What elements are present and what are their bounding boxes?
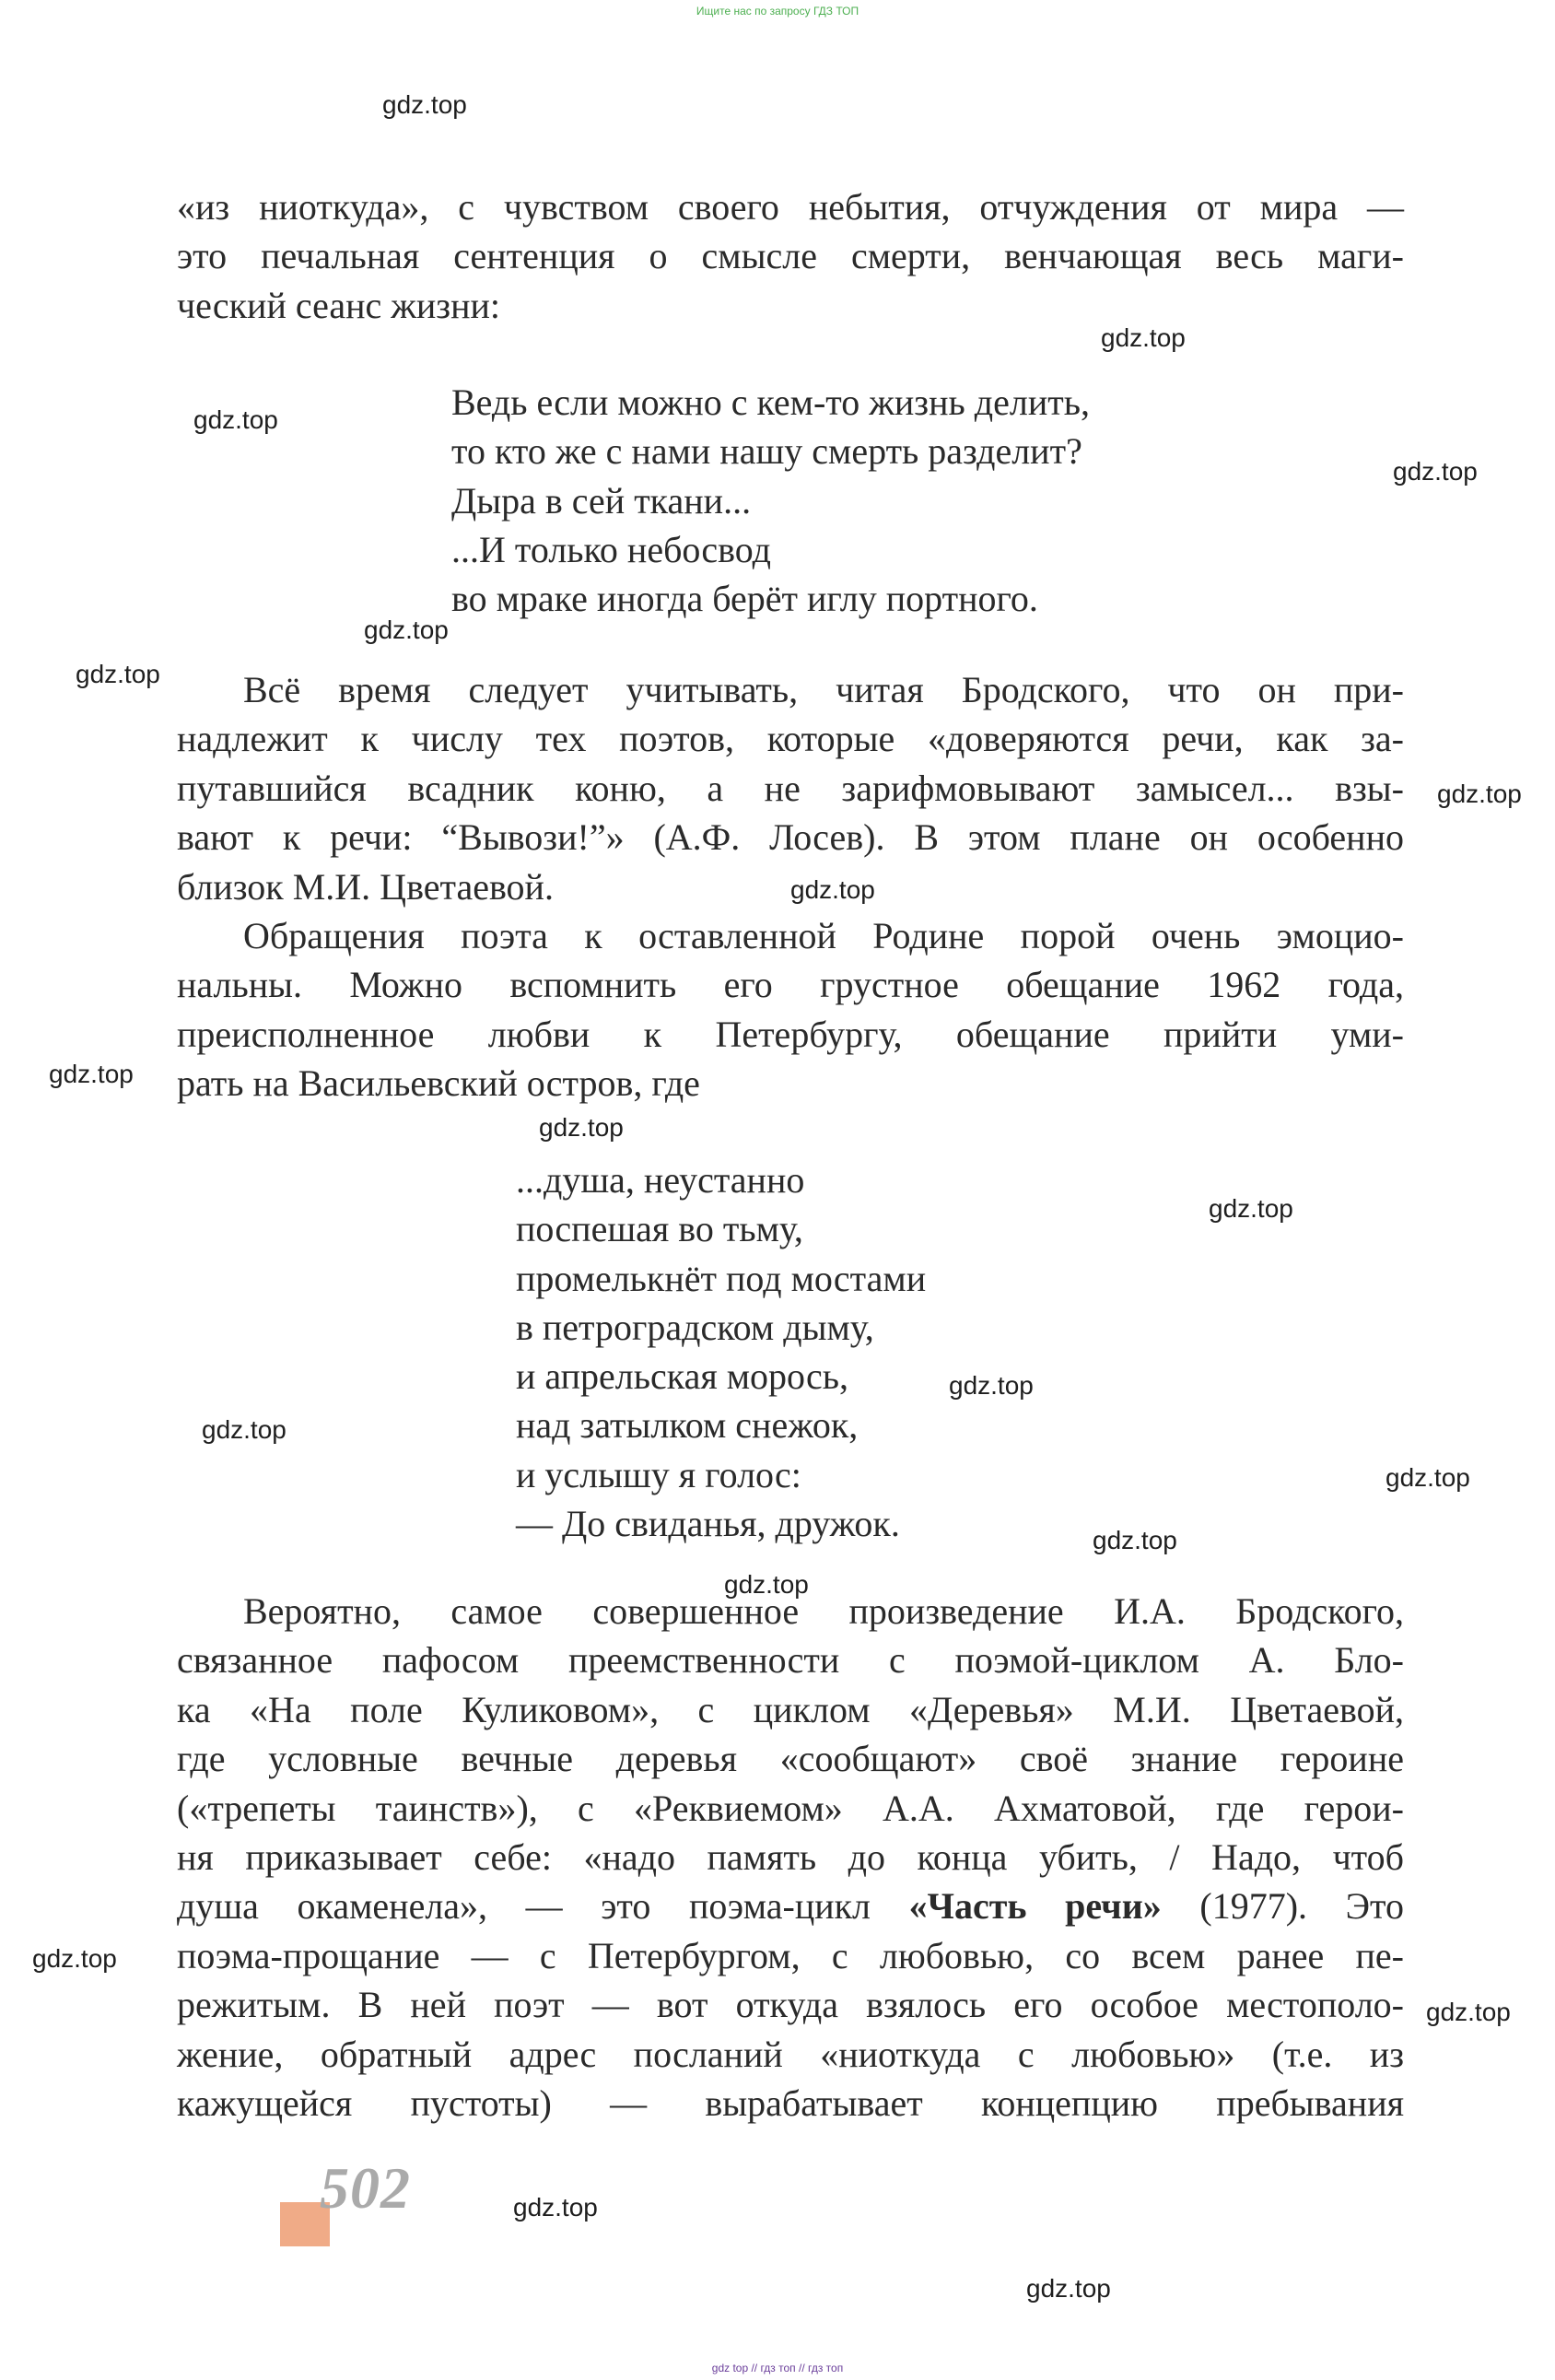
text-line: ня приказывает себе: «надо память до конца убить, / Надо, чтоб	[177, 1835, 1404, 1878]
text-line: где условные вечные деревья «сообщают» своё знание героине	[177, 1738, 1404, 1780]
watermark: gdz.top	[513, 2193, 598, 2222]
poem-quote-1	[451, 378, 1090, 623]
watermark: gdz.top	[1093, 1526, 1177, 1554]
text-line: «из ниоткуда», с чувством своего небытия, отчуждения от мира —	[177, 186, 1404, 228]
text-line: вают к речи: “Вывози!”» (А.Ф. Лосев). В этом плане он особенно	[177, 816, 1404, 859]
verse-line: поспешая во тьму,	[516, 1208, 803, 1250]
page-number: 502	[320, 2155, 411, 2221]
watermark: gdz.top	[49, 1060, 134, 1088]
text-line: это печальная сентенция о смысле смерти, венчающая весь маги-	[177, 235, 1404, 277]
text-line: нальны. Можно вспомнить его грустное обещание 1962 года,	[177, 964, 1404, 1006]
text-line: Обращения поэта к оставленной Родине порой очень эмоцио-	[243, 915, 1404, 956]
work-title: «Часть речи»	[908, 1885, 1162, 1928]
paragraph-homeland	[177, 911, 1404, 1108]
verse-line: промелькнёт под мостами	[516, 1257, 927, 1299]
text-line: связанное пафосом преемственности с поэмой-циклом А. Бло-	[177, 1639, 1404, 1682]
text-run: (1977). Это	[1161, 1885, 1404, 1928]
watermark: gdz.top	[193, 405, 278, 434]
paragraph-intro	[177, 182, 1404, 330]
text-line: ка «На поле Куликовом», с циклом «Деревья» М.И. Цветаевой,	[177, 1688, 1404, 1730]
text-line: надлежит к числу тех поэтов, которые «доверяются речи, как за-	[177, 718, 1404, 760]
watermark: gdz.top	[1026, 2274, 1111, 2303]
paragraph-part-of-speech	[177, 1587, 1404, 2128]
watermark: gdz.top	[1385, 1463, 1470, 1492]
watermark: gdz.top	[1101, 323, 1186, 352]
verse-line: и услышу я голос:	[516, 1453, 801, 1495]
poem-quote-2	[516, 1155, 926, 1548]
verse-line: ...И только небосвод	[451, 528, 771, 570]
text-line: поэма-прощание — с Петербургом, с любовью, со всем ранее пе-	[177, 1934, 1404, 1976]
text-run: душа окаменела», — это поэма-цикл	[177, 1885, 909, 1928]
watermark: gdz.top	[539, 1113, 624, 1142]
text-line: преисполненное любви к Петербургу, обещание прийти уми-	[177, 1013, 1404, 1055]
text-line: жение, обратный адрес посланий «ниоткуда с любовью» (т.е. из	[177, 2033, 1404, 2075]
text-line: ческий сеанс жизни:	[177, 284, 501, 326]
watermark: gdz.top	[32, 1944, 117, 1973]
text-line: рать на Васильевский остров, где	[177, 1062, 700, 1105]
text-line: Всё время следует учитывать, читая Бродского, что он при-	[243, 669, 1404, 710]
text-line-with-title	[177, 1882, 1404, 1930]
text-line: кажущейся пустоты) — вырабатывает концепцию пребывания	[177, 2081, 1404, 2124]
verse-line: Дыра в сей ткани...	[451, 479, 752, 522]
watermark: gdz.top	[364, 616, 449, 644]
verse-line: во мраке иногда берёт иглу портного.	[451, 578, 1038, 620]
watermark: gdz.top	[1209, 1194, 1293, 1223]
watermark: gdz.top	[1393, 457, 1478, 486]
verse-line: над затылком снежок,	[516, 1404, 859, 1447]
watermark: gdz.top	[1426, 1998, 1511, 2026]
watermark: gdz.top	[790, 875, 875, 904]
verse-line: и апрельская морось,	[516, 1355, 849, 1398]
watermark: gdz.top	[202, 1415, 286, 1444]
verse-line: Ведь если можно с кем-то жизнь делить,	[451, 381, 1090, 423]
verse-line: то кто же с нами нашу смерть разделит?	[451, 430, 1082, 473]
text-line: Вероятно, самое совершенное произведение И.А. Бродского,	[243, 1590, 1404, 1632]
paragraph-brodsky-speech	[177, 665, 1404, 911]
watermark: gdz.top	[949, 1371, 1034, 1400]
watermark: gdz.top	[382, 90, 467, 119]
verse-line: в петроградском дыму,	[516, 1306, 874, 1348]
watermark: gdz.top	[76, 660, 160, 688]
watermark: gdz.top	[724, 1570, 809, 1599]
verse-line: — До свиданья, дружок.	[516, 1503, 900, 1545]
verse-line: ...душа, неустанно	[516, 1159, 805, 1201]
top-banner: Ищите нас по запросу ГДЗ ТОП	[696, 5, 859, 18]
text-line: режитым. В ней поэт — вот откуда взялось его особое местополо-	[177, 1984, 1404, 2026]
footer-watermark-line: gdz top // гдз топ // гдз топ	[711, 2362, 844, 2374]
text-line: путавшийся всадник коню, а не зарифмовывают замысел... взы-	[177, 767, 1404, 809]
watermark: gdz.top	[1437, 780, 1522, 808]
text-line: («трепеты таинств»), с «Реквиемом» А.А. Ахматовой, где герои-	[177, 1787, 1404, 1829]
text-line: близок М.И. Цветаевой.	[177, 865, 554, 908]
